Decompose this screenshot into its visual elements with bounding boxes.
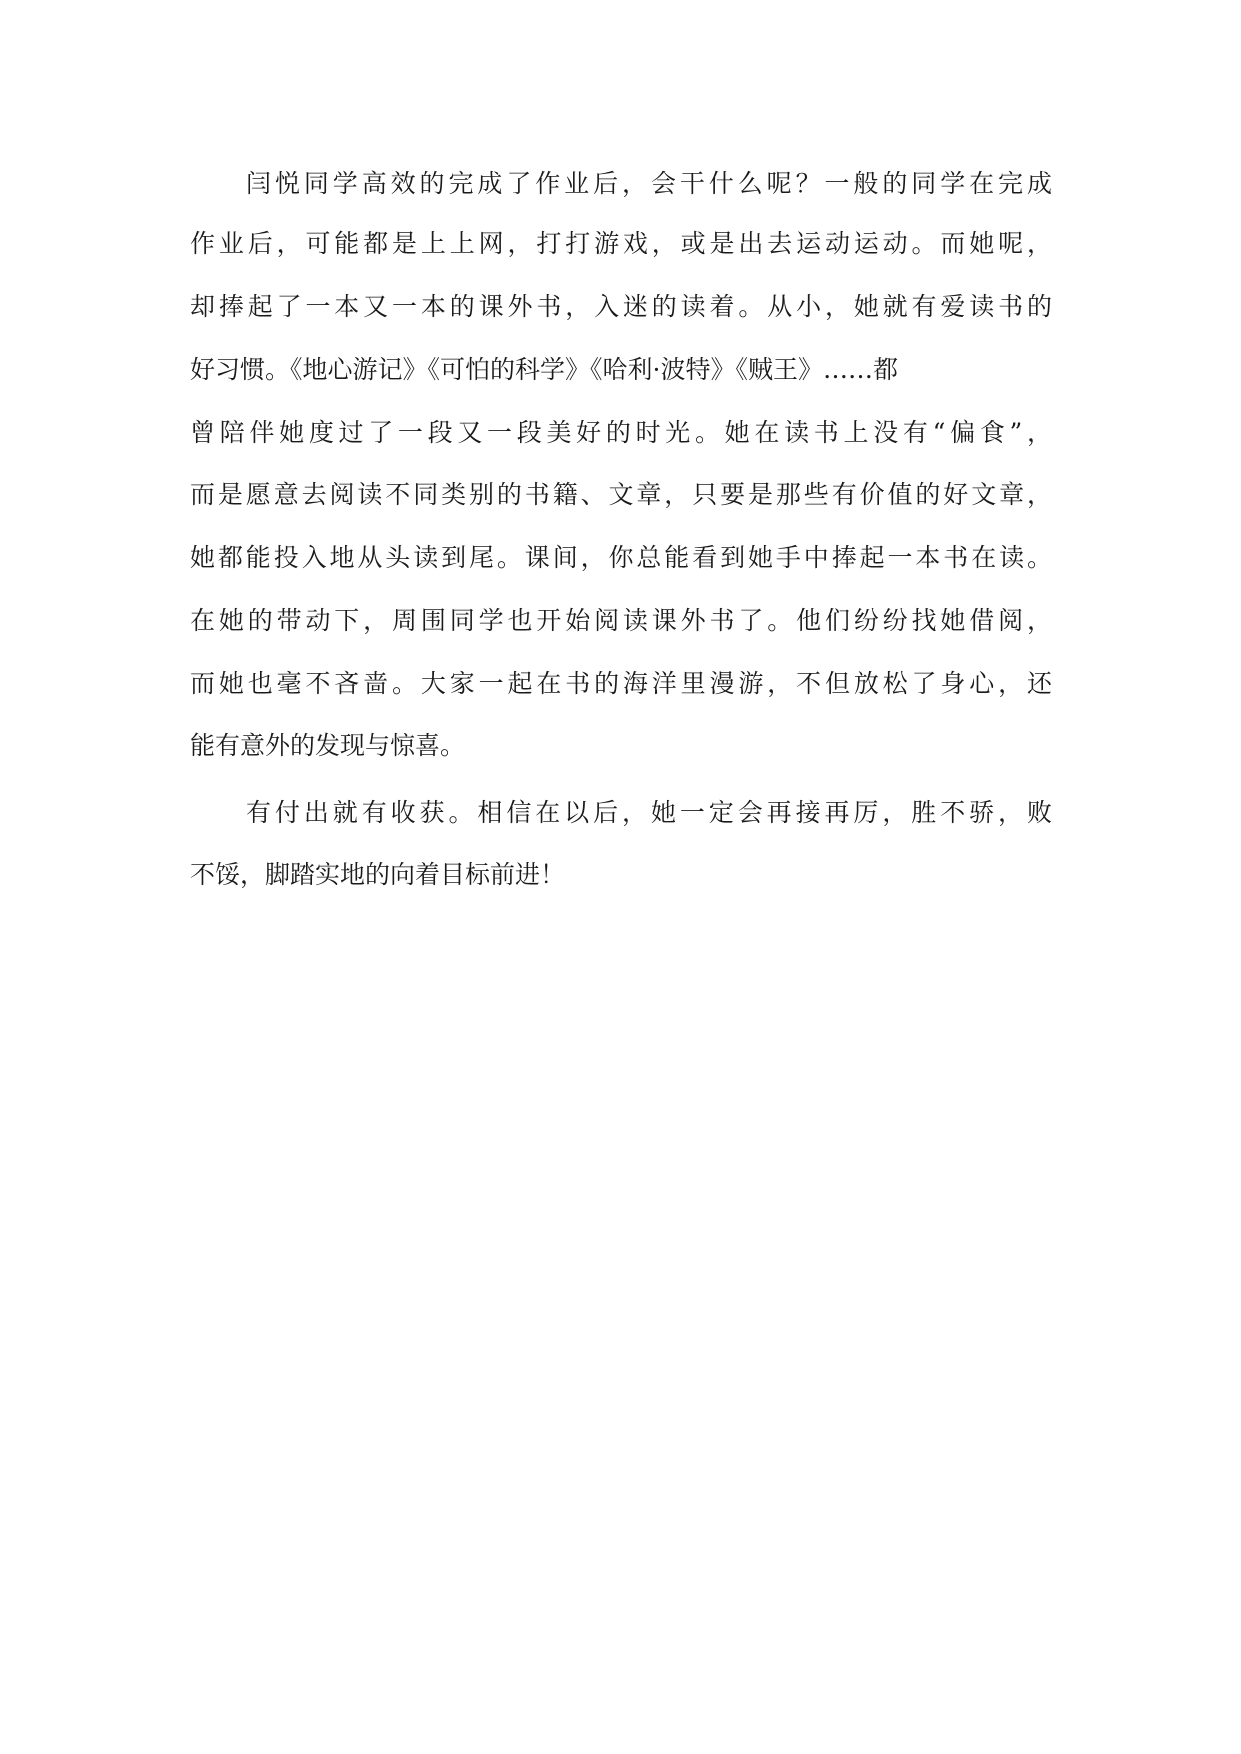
paragraph-1-line-2: 作业后，可能都是上上网，打打游戏，或是出去运动运动。而她呢， <box>190 229 1052 258</box>
paragraph-1-line-8: 在她的带动下，周围同学也开始阅读课外书了。他们纷纷找她借阅， <box>190 606 1052 635</box>
paragraph-1-line-10: 能有意外的发现与惊喜。 <box>190 731 466 760</box>
paragraph-1-line-9: 而她也毫不吝啬。大家一起在书的海洋里漫游，不但放松了身心，还 <box>190 669 1052 698</box>
paragraph-1-line-7: 她都能投入地从头读到尾。课间，你总能看到她手中捧起一本书在读。 <box>190 543 1052 572</box>
paragraph-2-line-1: 有付出就有收获。相信在以后，她一定会再接再厉，胜不骄，败 <box>246 798 1052 827</box>
paragraph-1-line-3: 却捧起了一本又一本的课外书，入迷的读着。从小，她就有爱读书的 <box>190 292 1052 321</box>
paragraph-2-line-2: 不馁，脚踏实地的向着目标前进！ <box>190 860 566 889</box>
paragraph-1-line-6: 而是愿意去阅读不同类别的书籍、文章，只要是那些有价值的好文章， <box>190 480 1052 509</box>
paragraph-1-line-5: 曾陪伴她度过了一段又一段美好的时光。她在读书上没有“偏食”， <box>190 418 1052 447</box>
paragraph-1-line-4: 好习惯。《地心游记》《可怕的科学》《哈利·波特》《贼王》……都 <box>190 355 898 384</box>
paragraph-1-line-1: 闫悦同学高效的完成了作业后，会干什么呢？一般的同学在完成 <box>246 169 1052 198</box>
